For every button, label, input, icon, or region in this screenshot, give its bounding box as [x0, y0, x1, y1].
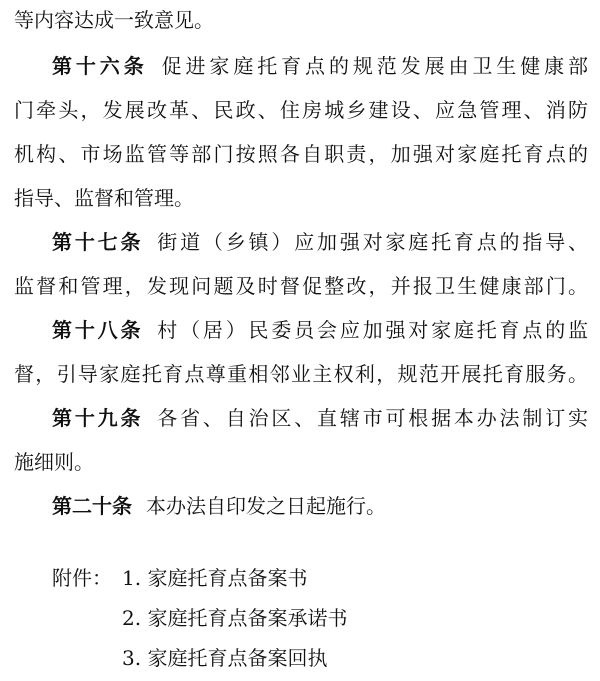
attachments-label: 附件： — [52, 566, 112, 590]
article-17-line-1: 街道（乡镇）应加强对家庭托育点的指导、 — [157, 230, 588, 254]
article-16-first-line — [52, 52, 588, 80]
attachment-item-2: 2. 家庭托育点备案承诺书 — [122, 606, 348, 630]
article-16-line-2: 门牵头，发展改革、民政、住房城乡建设、应急管理、消防 — [14, 98, 588, 122]
article-16-heading: 第十六条 — [52, 54, 148, 78]
article-19-first-line — [52, 404, 588, 432]
article-19-line-2: 施细则。 — [14, 450, 94, 474]
article-19-line-1: 各省、自治区、直辖市可根据本办法制订实 — [157, 406, 588, 430]
article-17-heading: 第十七条 — [52, 230, 144, 254]
article-20-line-1: 本办法自印发之日起施行。 — [146, 494, 386, 518]
article-18-line-2: 督，引导家庭托育点尊重相邻业主权利，规范开展托育服务。 — [14, 362, 588, 386]
article-18-line-1: 村（居）民委员会应加强对家庭托育点的监 — [157, 318, 588, 342]
article-16-line-1: 促进家庭托育点的规范发展由卫生健康部 — [161, 54, 588, 78]
continuation-text: 等内容达成一致意见。 — [14, 8, 214, 32]
article-16-line-3: 机构、市场监管等部门按照各自职责，加强对家庭托育点的 — [14, 142, 588, 166]
article-20-heading: 第二十条 — [52, 494, 132, 518]
article-20-first-line — [52, 492, 588, 520]
article-17-first-line — [52, 228, 588, 256]
article-17-line-2: 监督和管理，发现问题及时督促整改，并报卫生健康部门。 — [14, 274, 588, 298]
attachment-item-1: 1. 家庭托育点备案书 — [122, 566, 308, 590]
article-18-first-line — [52, 316, 588, 344]
article-18-heading: 第十八条 — [52, 318, 144, 342]
attachment-item-3: 3. 家庭托育点备案回执 — [122, 646, 328, 670]
article-19-heading: 第十九条 — [52, 406, 144, 430]
article-16-line-4: 指导、监督和管理。 — [14, 186, 194, 210]
